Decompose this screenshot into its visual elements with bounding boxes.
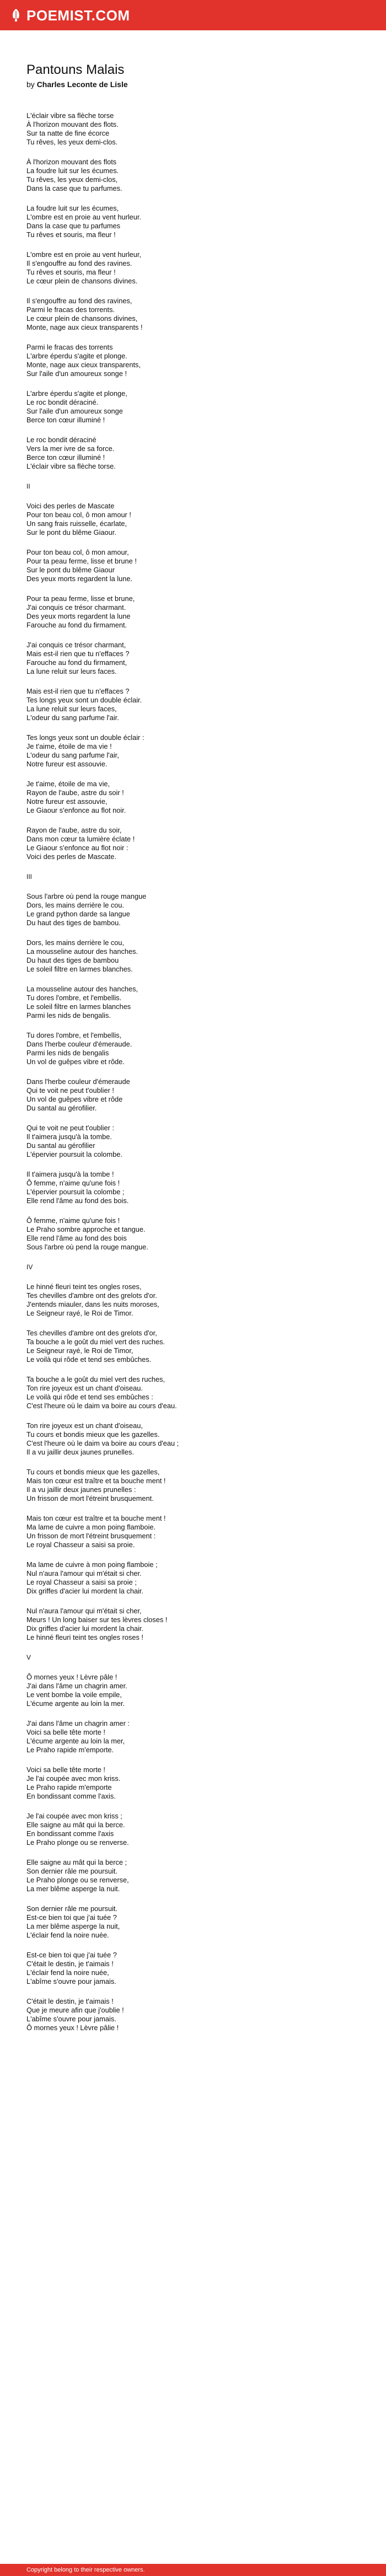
stanza [26, 1329, 357, 1364]
stanza [26, 826, 357, 861]
poem-line: Sur le pont du blême Giaour [26, 566, 115, 574]
poem-line: La lune reluit sur leurs faces. [26, 667, 117, 675]
stanza [26, 892, 357, 927]
poem-line: C'est l'heure où le daim va boire au cours d'eau ; [26, 1439, 179, 1447]
poem-line: Berce ton cœur illuminé ! [26, 453, 105, 461]
poem-line: Le Giaour s'enfonce au flot noir. [26, 806, 126, 814]
poem-line: Ô mornes yeux ! Lèvre pâlie ! [26, 2024, 119, 2032]
poem-line: Du santal au gérofilier. [26, 1104, 97, 1112]
poem-line: Le Seigneur rayé, le Roi de Timor, [26, 1346, 133, 1355]
stanza [26, 111, 357, 147]
stanza [26, 733, 357, 769]
poem-line: Dix griffes d'acier lui mordent la chair. [26, 1624, 144, 1633]
poem-line: Il a vu jaillir deux jaunes prunelles. [26, 1448, 134, 1456]
stanza [26, 204, 357, 239]
poem-line: La mousseline autour des hanches. [26, 947, 138, 956]
stanza [26, 1858, 357, 1893]
poem-line: Sous l'arbre où pend la rouge mangue. [26, 1243, 148, 1251]
poem-line: Est-ce bien toi que j'ai tuée ? [26, 1913, 117, 1922]
poem-line: Dans l'herbe couleur d'émeraude. [26, 1040, 132, 1048]
poem-line: L'abîme s'ouvre pour jamais. [26, 1977, 116, 1985]
stanza [26, 1282, 357, 1318]
poem-line: J'ai dans l'âme un chagrin amer. [26, 1682, 127, 1690]
stanza [26, 687, 357, 722]
poem-author[interactable]: Charles Leconte de Lisle [36, 80, 128, 89]
poem-line: L'épervier poursuit la colombe. [26, 1150, 122, 1158]
poem-line: Ô femme, n'aime qu'une fois ! [26, 1216, 120, 1225]
poem-line: En bondissant comme l'axis [26, 1829, 114, 1838]
poem-line: La mer blême asperge la nuit, [26, 1922, 120, 1930]
stanza [26, 641, 357, 676]
poem-line: Tes chevilles d'ambre ont des grelots d'or, [26, 1329, 157, 1337]
poem-line: Le soleil filtre en larmes blanches. [26, 965, 133, 973]
poem-line: Le soleil filtre en larmes blanches [26, 1002, 131, 1011]
stanza [26, 1904, 357, 1940]
poem-line: Farouche au fond du firmament, [26, 658, 127, 667]
stanza [26, 1607, 357, 1642]
poem-line: Je t'aime, étoile de ma vie ! [26, 742, 112, 750]
poem-line: Elle saigne au mât qui la berce ; [26, 1858, 127, 1866]
poem-line: Pour ton beau col, ô mon amour ! [26, 511, 131, 519]
stanza [26, 780, 357, 815]
part-label: III [26, 873, 33, 881]
stanza [26, 1170, 357, 1205]
stanza [26, 1997, 357, 2032]
poem-line: Le royal Chasseur a saisi sa proie. [26, 1541, 135, 1549]
poem-line: Voici des perles de Mascate [26, 502, 115, 510]
poem-line: Sur l'aile d'un amoureux songe [26, 407, 123, 415]
poem-line: Le royal Chasseur a saisi sa proie ; [26, 1578, 137, 1586]
poem-line: Tu rêves, les yeux demi-clos, [26, 175, 118, 184]
poem-line: Ta bouche a le goût du miel vert des ruches. [26, 1338, 165, 1346]
poem-line: Je l'ai coupée avec mon kriss ; [26, 1812, 122, 1820]
poem-line: Le roc bondit déraciné [26, 436, 96, 444]
poem-line: Ta bouche a le goût du miel vert des ruches, [26, 1375, 165, 1383]
poem-line: L'ombre est en proie au vent hurleur, [26, 250, 142, 259]
poem-line: Il s'engouffre au fond des ravines. [26, 259, 132, 267]
poem-line: Ma lame de cuivre a mon poing flamboie. [26, 1523, 156, 1531]
poem-line: Voici des perles de Mascate. [26, 852, 116, 861]
poem-line: Mais ton cœur est traître et ta bouche ment ! [26, 1477, 166, 1485]
part-label: V [26, 1654, 31, 1661]
poem-line: Pour ta peau ferme, lisse et brune, [26, 594, 135, 603]
stanza [26, 389, 357, 425]
poem-line: Un vol de guêpes vibre et rôde [26, 1095, 123, 1103]
poem-line: Le Praho sombre approche et tangue. [26, 1225, 146, 1233]
poem-line: J'ai conquis ce trésor charmant, [26, 641, 126, 649]
poem-line: Le grand python darde sa langue [26, 910, 130, 918]
poem-line: Dors, les mains derrière le cou, [26, 938, 125, 947]
poem-line: Son dernier râle me poursuit. [26, 1904, 118, 1913]
stanza [26, 1560, 357, 1596]
stanza [26, 1124, 357, 1159]
stanza [26, 1719, 357, 1754]
poem-line: La lune reluit sur leurs faces, [26, 705, 117, 713]
poem-line: Notre fureur est assouvie. [26, 760, 108, 768]
poem-line: Mais est-il rien que tu n'effaces ? [26, 687, 130, 695]
poem-line: L'odeur du sang parfume l'air. [26, 713, 119, 722]
poem-title: Pantouns Malais [26, 62, 125, 77]
poem-line: Dors, les mains derrière le cou. [26, 901, 125, 909]
poem-line: Ton rire joyeux est un chant d'oiseau. [26, 1384, 143, 1392]
poem-line: L'écume argente au loin la mer, [26, 1737, 125, 1745]
poem-line: La foudre luit sur les écumes, [26, 204, 119, 212]
poem-line: L'ombre est en proie au vent hurleur. [26, 213, 142, 221]
poem-line: L'arbre éperdu s'agite et plonge, [26, 389, 127, 398]
poem-line: Que je meure afin que j'oublie ! [26, 2006, 124, 2014]
poem-line: Monte, nage aux cieux transparents, [26, 361, 141, 369]
poem-line: Des yeux morts regardent la lune [26, 612, 131, 620]
poem-line: Ô femme, n'aime qu'une fois ! [26, 1179, 120, 1187]
poem-line: Nul n'aura l'amour qui m'était si cher. [26, 1569, 142, 1577]
poem-line: J'entends miauler, dans les nuits moroses, [26, 1300, 159, 1308]
poem-line: Le Praho plonge ou se renverse, [26, 1876, 129, 1884]
poem-line: Monte, nage aux cieux transparents ! [26, 323, 143, 331]
stanza [26, 297, 357, 332]
poem-line: C'était le destin, je t'aimais ! [26, 1997, 114, 2005]
poem-line: Le cœur plein de chansons divines. [26, 277, 138, 285]
poem-line: Tu cours et bondis mieux que les gazelles, [26, 1468, 160, 1476]
poem-line: L'épervier poursuit la colombe ; [26, 1188, 125, 1196]
footer-copyright: Copyright belong to their respective owners. [26, 2567, 145, 2573]
poem-line: Elle saigne au mât qui la berce. [26, 1821, 125, 1829]
poem-line: Je t'aime, étoile de ma vie, [26, 780, 110, 788]
poem-line: Qui te voit ne peut t'oublier : [26, 1124, 114, 1132]
stanza [26, 1468, 357, 1503]
poem-line: Le vent bombe la voile empile, [26, 1690, 122, 1699]
poem-line: L'éclair vibre sa flèche torse [26, 111, 114, 120]
poem-line: C'est l'heure où le daim va boire au cours d'eau. [26, 1402, 177, 1410]
stanza [26, 1514, 357, 1549]
part-label: II [26, 482, 30, 490]
poem-line: Du santal au gérofilier [26, 1141, 95, 1150]
poem-line: Meurs ! Un long baiser sur tes lèvres closes ! [26, 1616, 168, 1624]
poem-line: La mousseline autour des hanches, [26, 985, 138, 993]
poem-line: Mais ton cœur est traître et ta bouche ment ! [26, 1514, 166, 1522]
poem-line: L'abîme s'ouvre pour jamais. [26, 2015, 116, 2023]
poem-line: Le Giaour s'enfonce au flot noir : [26, 844, 128, 852]
stanza [26, 1077, 357, 1113]
poem-line: Dans l'herbe couleur d'émeraude [26, 1077, 130, 1086]
stanza [26, 502, 357, 537]
poem-line: L'éclair fend la noire nuée. [26, 1931, 109, 1939]
poem-line: Du haut des tiges de bambou [26, 956, 119, 964]
poem-line: Voici sa belle tête morte ! [26, 1765, 105, 1774]
poem-line: Mais est-il rien que tu n'effaces ? [26, 650, 130, 658]
poem-line: Parmi le fracas des torrents. [26, 305, 115, 314]
poem-line: La foudre luit sur les écumes. [26, 167, 119, 175]
poem-line: Ô mornes yeux ! Lèvre pâle ! [26, 1673, 117, 1681]
stanza [26, 250, 357, 286]
poem-line: J'ai dans l'âme un chagrin amer : [26, 1719, 130, 1727]
poem-line: J'ai conquis ce trésor charmant. [26, 603, 126, 611]
poem-line: Il a vu jaillir deux jaunes prunelles : [26, 1485, 136, 1494]
poem-line: Son dernier râle me poursuit. [26, 1867, 118, 1875]
poem-line: Notre fureur est assouvie, [26, 797, 108, 806]
stanza [26, 938, 357, 974]
poem-line: Pour ta peau ferme, lisse et brune ! [26, 557, 137, 565]
poem-line: Elle rend l'âme au fond des bois. [26, 1196, 129, 1205]
poem-line: Le Seigneur rayé, le Roi de Timor. [26, 1309, 133, 1317]
poem-line: Dans la case que tu parfumes [26, 222, 121, 230]
poem-line: Des yeux morts regardent la lune. [26, 575, 133, 583]
poem-line: Un frisson de mort l'étreint brusquement. [26, 1494, 154, 1502]
poem-content [26, 62, 357, 2043]
poem-line: Le roc bondit déraciné. [26, 398, 99, 406]
poem-line: Est-ce bien toi que j'ai tuée ? [26, 1951, 117, 1959]
poem-line: Farouche au fond du firmament. [26, 621, 127, 629]
poem-line: Voici sa belle tête morte ! [26, 1728, 105, 1736]
poem-line: Il s'engouffre au fond des ravines, [26, 297, 132, 305]
poem-line: Qui te voit ne peut t'oublier ! [26, 1086, 114, 1094]
poem-line: Dans la case que tu parfumes. [26, 184, 122, 192]
stanza [26, 1812, 357, 1847]
part-label: IV [26, 1263, 33, 1271]
poem-line: Sur l'aile d'un amoureux songe ! [26, 369, 127, 378]
stanza [26, 594, 357, 630]
poem-line: Sous l'arbre où pend la rouge mangue [26, 892, 147, 900]
poem-line: Parmi les nids de bengalis. [26, 1011, 111, 1019]
poem-line: Tes chevilles d'ambre ont des grelots d'or. [26, 1291, 157, 1300]
poem-byline [26, 79, 357, 89]
poem-line: Tes longs yeux sont un double éclair. [26, 696, 142, 704]
poem-line: Berce ton cœur illuminé ! [26, 416, 105, 424]
stanza [26, 1421, 357, 1457]
poem-body [26, 111, 357, 2032]
stanza [26, 158, 357, 193]
poem-line: L'odeur du sang parfume l'air, [26, 751, 119, 759]
poem-line: Du haut des tiges de bambou. [26, 919, 121, 927]
poem-line: Tu dores l'ombre, et l'embellis, [26, 1031, 122, 1039]
poem-line: Parmi les nids de bengalis [26, 1049, 109, 1057]
poem-line: Sur ta natte de fine écorce [26, 129, 110, 137]
poem-line: Le Praho rapide m'emporte [26, 1783, 112, 1791]
poem-line: Tu rêves et souris, ma fleur ! [26, 230, 116, 239]
poem-line: Le voilà qui rôde et tend ses embûches : [26, 1393, 153, 1401]
stanza [26, 1765, 357, 1801]
site-logo[interactable] [10, 8, 130, 23]
stanza [26, 1673, 357, 1708]
poem-line: Tu rêves et souris, ma fleur ! [26, 268, 116, 276]
poem-line: Tu dores l'ombre, et l'embellis. [26, 994, 122, 1002]
byline-prefix: by [26, 80, 37, 89]
poem-line: Sur le pont du blême Giaour. [26, 528, 116, 536]
poem-line: Rayon de l'aube, astre du soir, [26, 826, 122, 834]
stanza [26, 343, 357, 378]
poem-line: Dix griffes d'acier lui mordent la chair. [26, 1587, 144, 1595]
poem-line: Pour ton beau col, ô mon amour, [26, 548, 129, 556]
poem-line: Le cœur plein de chansons divines, [26, 314, 138, 323]
poem-line: Le Praho plonge ou se renverse. [26, 1838, 129, 1847]
poem-line: Un sang frais ruisselle, écarlate, [26, 519, 127, 528]
poem-line: Nul n'aura l'amour qui m'était si cher, [26, 1607, 142, 1615]
footer-bar [0, 2564, 386, 2576]
poem-line: Je l'ai coupée avec mon kriss. [26, 1774, 121, 1783]
poem-line: Le hinné fleuri teint tes ongles roses, [26, 1282, 142, 1291]
poem-line: C'était le destin, je t'aimais ! [26, 1960, 114, 1968]
poem-line: Tes longs yeux sont un double éclair : [26, 733, 144, 742]
poem-line: Tu cours et bondis mieux que les gazelles. [26, 1430, 160, 1439]
poem-line: Le voilà qui rôde et tend ses embûches. [26, 1355, 152, 1364]
poem-line: Tu rêves, les yeux demi-clos. [26, 138, 118, 146]
feather-pen-icon [10, 8, 22, 23]
poem-line: Elle rend l'âme au fond des bois [26, 1234, 127, 1242]
poem-line: L'écume argente au loin la mer. [26, 1699, 125, 1708]
poem-line: Il t'aimera jusqu'à la tombe. [26, 1133, 112, 1141]
poem-line: Ma lame de cuivre à mon poing flamboie ; [26, 1560, 158, 1569]
poem-line: Il t'aimera jusqu'à la tombe ! [26, 1170, 114, 1178]
stanza [26, 436, 357, 471]
poem-line: Le hinné fleuri teint tes ongles roses ! [26, 1633, 143, 1641]
stanza [26, 1375, 357, 1410]
stanza [26, 1216, 357, 1252]
poem-line: Vers la mer ivre de sa force. [26, 444, 115, 453]
stanza [26, 1031, 357, 1066]
poem-line: Dans mon cœur ta lumière éclate ! [26, 835, 135, 843]
poem-line: L'éclair fend la noire nuée, [26, 1968, 109, 1977]
poem-line: L'éclair vibre sa flèche torse. [26, 462, 116, 470]
logo-text: POEMIST.COM [26, 7, 130, 24]
poem-line: Le Praho rapide m'emporte. [26, 1746, 114, 1754]
poem-line: En bondissant comme l'axis. [26, 1792, 116, 1800]
stanza [26, 1951, 357, 1986]
top-navigation-bar [0, 0, 386, 30]
stanza [26, 985, 357, 1020]
stanza [26, 548, 357, 583]
poem-line: Rayon de l'aube, astre du soir ! [26, 788, 124, 797]
poem-line: Un frisson de mort l'étreint brusquement : [26, 1532, 156, 1540]
poem-line: La mer blême asperge la nuit. [26, 1885, 120, 1893]
poem-line: Ton rire joyeux est un chant d'oiseau, [26, 1421, 143, 1430]
poem-line: À l'horizon mouvant des flots [26, 158, 117, 166]
poem-line: Parmi le fracas des torrents [26, 343, 113, 351]
poem-line: À l'horizon mouvant des flots. [26, 120, 119, 128]
poem-line: Un vol de guêpes vibre et rôde. [26, 1058, 125, 1066]
poem-line: L'arbre éperdu s'agite et plonge. [26, 352, 127, 360]
